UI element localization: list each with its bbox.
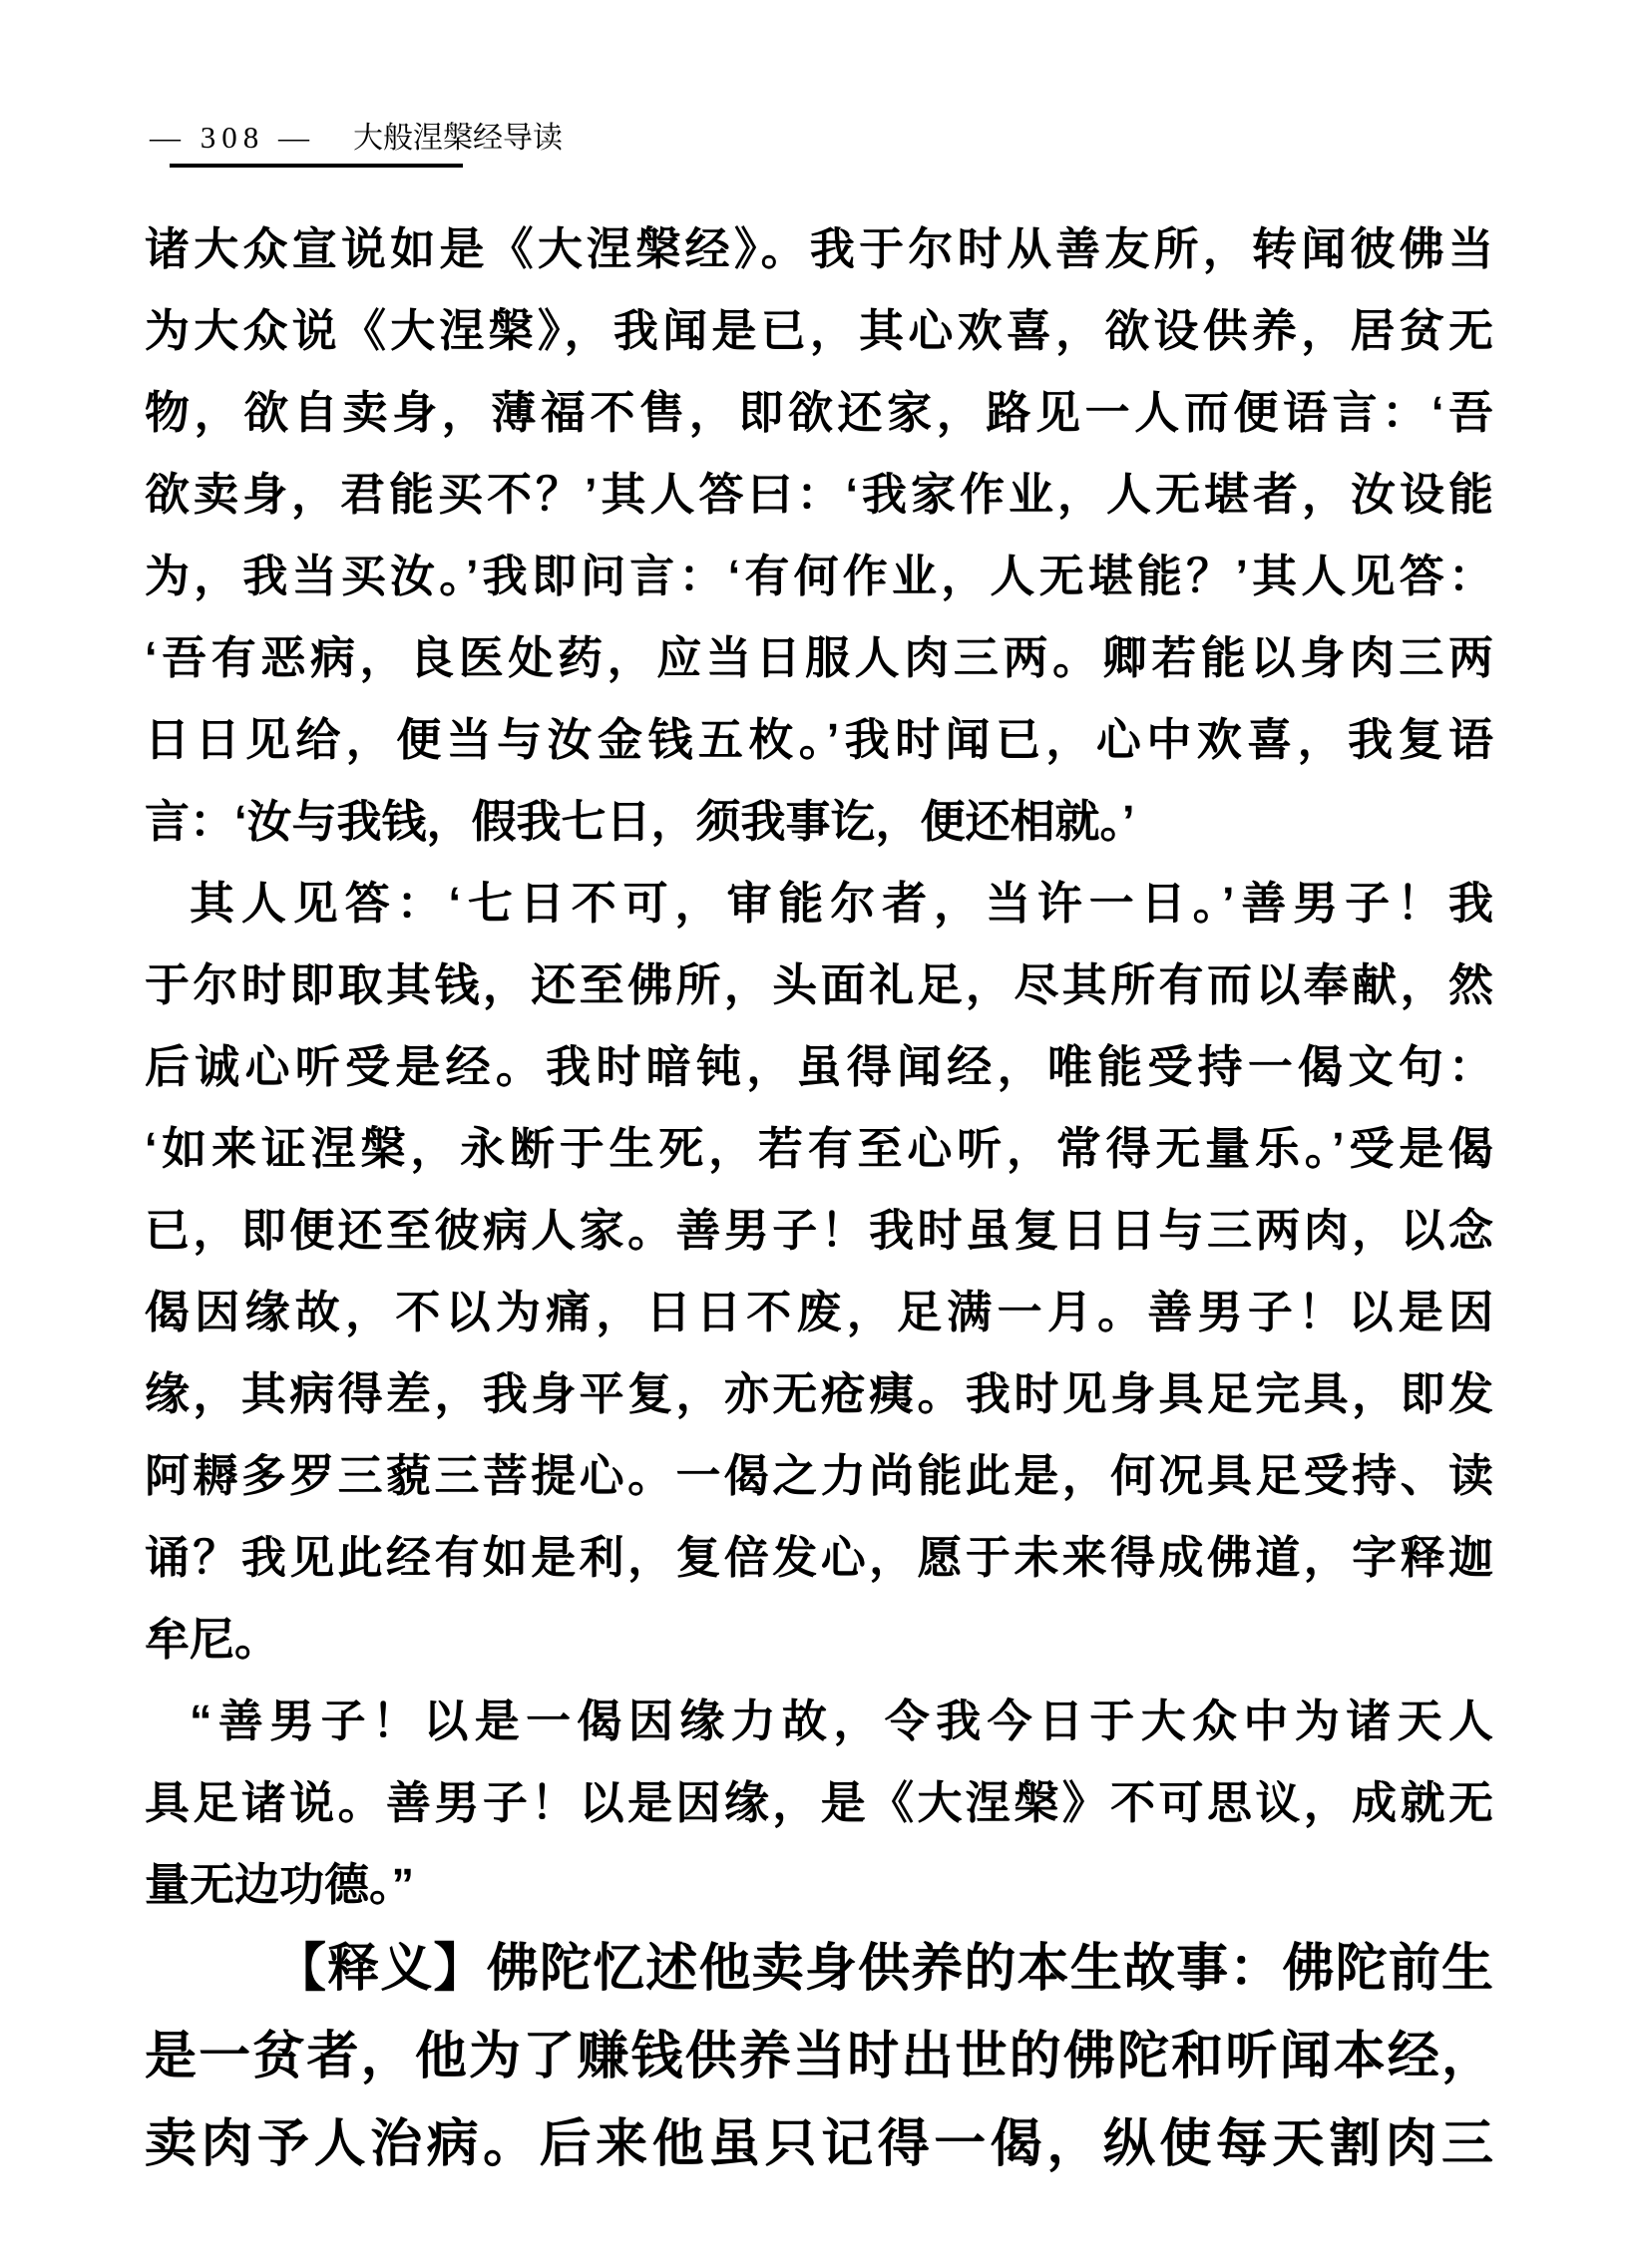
header-rule	[170, 164, 463, 168]
sutra-quote-paragraph-1	[145, 208, 1493, 863]
commentary-paragraph	[145, 1926, 1493, 2189]
text-line: 于尔时即取其钱，还至佛所，头面礼足，尽其所有而以奉献，然	[145, 959, 1493, 1010]
text-line: 其人见答：‘七日不可，审能尔者，当许一日。’善男子！我	[190, 878, 1493, 929]
text-line: 已，即便还至彼病人家。善男子！我时虽复日日与三两肉，以念	[145, 1205, 1493, 1256]
text-line: 阿耨多罗三藐三菩提心。一偈之力尚能此是，何况具足受持、读	[145, 1450, 1493, 1501]
text-line: “善男子！以是一偈因缘力故，令我今日于大众中为诸天人	[190, 1696, 1493, 1746]
text-line: 偈因缘故，不以为痛，日日不废，足满一月。善男子！以是因	[145, 1287, 1493, 1337]
text-line: 诸大众宣说如是《大涅槃经》。我于尔时从善友所，转闻彼佛当	[145, 223, 1493, 274]
text-line: 卖肉予人治病。后来他虽只记得一偈，纵使每天割肉三	[145, 2116, 1493, 2173]
text-line: ‘如来证涅槃，永断于生死，若有至心听，常得无量乐。’受是偈	[145, 1123, 1493, 1174]
text-line: 物，欲自卖身，薄福不售，即欲还家，路见一人而便语言：‘吾	[145, 387, 1493, 438]
text-line: 牟尼。	[145, 1614, 280, 1665]
sutra-quote-paragraph-3	[145, 1681, 1493, 1926]
text-line: 为大众说《大涅槃》，我闻是已，其心欢喜，欲设供养，居贫无	[145, 305, 1493, 356]
text-line: 【释义】佛陀忆述他卖身供养的本生故事：佛陀前生	[274, 1941, 1493, 1998]
text-line: 日日见给，便当与汝金钱五枚。’我时闻已，心中欢喜，我复语	[145, 714, 1493, 765]
text-line: 欲卖身，君能买不？’其人答曰：‘我家作业，人无堪者，汝设能	[145, 469, 1493, 520]
text-line: 是一贫者，他为了赚钱供养当时出世的佛陀和听闻本经，	[145, 2029, 1493, 2085]
page-header	[150, 116, 563, 160]
text-line: 缘，其病得差，我身平复，亦无疮痍。我时见身具足完具，即发	[145, 1368, 1493, 1419]
text-line: 具足诸说。善男子！以是因缘，是《大涅槃》不可思议，成就无	[145, 1777, 1493, 1828]
text-line: ‘吾有恶病，良医处药，应当日服人肉三两。卿若能以身肉三两	[145, 632, 1493, 683]
book-title: 大般涅槃经导读	[353, 122, 563, 155]
text-line: 诵？我见此经有如是利，复倍发心，愿于未来得成佛道，字释迦	[145, 1532, 1493, 1583]
page-content	[145, 208, 1493, 2189]
sutra-quote-paragraph-2	[145, 863, 1493, 1681]
text-line: 言：‘汝与我钱，假我七日，须我事讫，便还相就。’	[145, 796, 1135, 847]
text-line: 后诚心听受是经。我时暗钝，虽得闻经，唯能受持一偈文句：	[145, 1041, 1493, 1092]
page-number: — 308 —	[150, 120, 315, 155]
text-line: 为，我当买汝。’我即问言：‘有何作业，人无堪能？’其人见答：	[145, 551, 1493, 601]
text-line: 量无边功德。”	[145, 1859, 415, 1910]
